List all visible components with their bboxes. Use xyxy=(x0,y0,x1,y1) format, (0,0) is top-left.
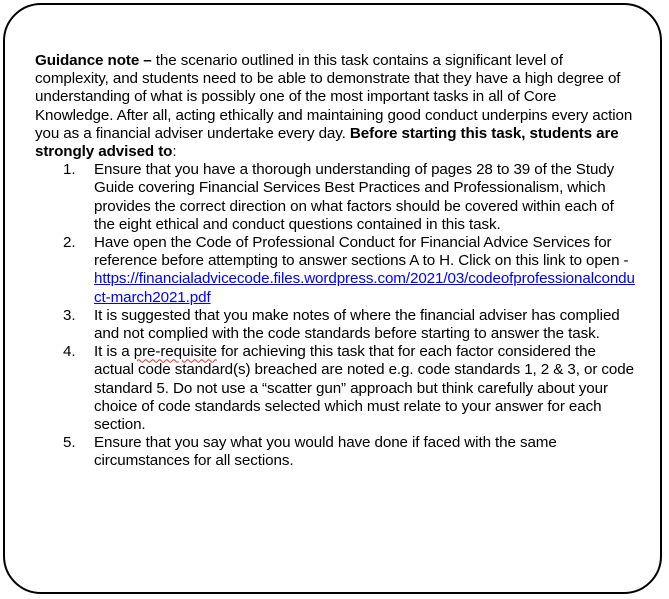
list-item-number: 5. xyxy=(63,434,76,452)
guidance-steps-list xyxy=(35,161,635,470)
list-item-text-after: for achieving this task that for each factor considered the actual code standard(s) breached are noted e.g. code standards 1, 2 & 3, or code standard 5. Do not use a “scatter gun” approach but think carefully about your choice of code standards selected which must relate to your answer for each section. xyxy=(94,343,634,434)
advice-heading: Before starting this task, students are strongly advised to xyxy=(35,124,619,161)
list-item-text: Ensure that you say what you would have done if faced with the same circumstances for all sections. xyxy=(94,434,557,470)
list-item-text-before: It is a xyxy=(94,343,134,361)
guidance-note-label: Guidance note – xyxy=(35,52,152,69)
list-item-number: 3. xyxy=(63,306,76,324)
guidance-note-content xyxy=(35,52,635,471)
list-item xyxy=(35,234,635,307)
list-item xyxy=(35,307,635,343)
spellcheck-flagged-word: pre-requisite xyxy=(133,343,217,361)
list-item-text: It is suggested that you make notes of where the financial adviser has complied and not complied with the code standards before starting to answer the task. xyxy=(94,306,620,343)
guidance-intro-text: the scenario outlined in this task contains a significant level of complexity, and students need to be able to demonstrate that they have a high degree of understanding of what is possibly one of the most important tasks in all of Core Knowledge. After all, acting ethically and maintaining good conduct underpins every action you as a financial adviser undertake every day. xyxy=(35,52,633,142)
list-item-number: 2. xyxy=(63,234,76,252)
guidance-intro-paragraph xyxy=(35,52,635,161)
list-item-number: 1. xyxy=(63,161,76,179)
list-item-text: Have open the Code of Professional Conduct for Financial Advice Services for reference before attempting to answer sections A to H. Click on this link to open - xyxy=(94,234,629,270)
list-item xyxy=(35,343,635,434)
list-item xyxy=(35,434,635,470)
list-item xyxy=(35,161,635,234)
list-item-text: Ensure that you have a thorough understanding of pages 28 to 39 of the Study Guide covering Financial Services Best Practices and Professionalism, which provides the correct direction on what factors should be covered within each of the eight ethical and conduct questions contained in this task. xyxy=(94,161,615,233)
advice-colon: : xyxy=(172,143,177,161)
code-of-conduct-link[interactable]: https://financialadvicecode.files.wordpress.com/2021/03/codeofprofessionalconduct-march2021.pdf xyxy=(94,270,635,306)
list-item-number: 4. xyxy=(63,343,76,361)
